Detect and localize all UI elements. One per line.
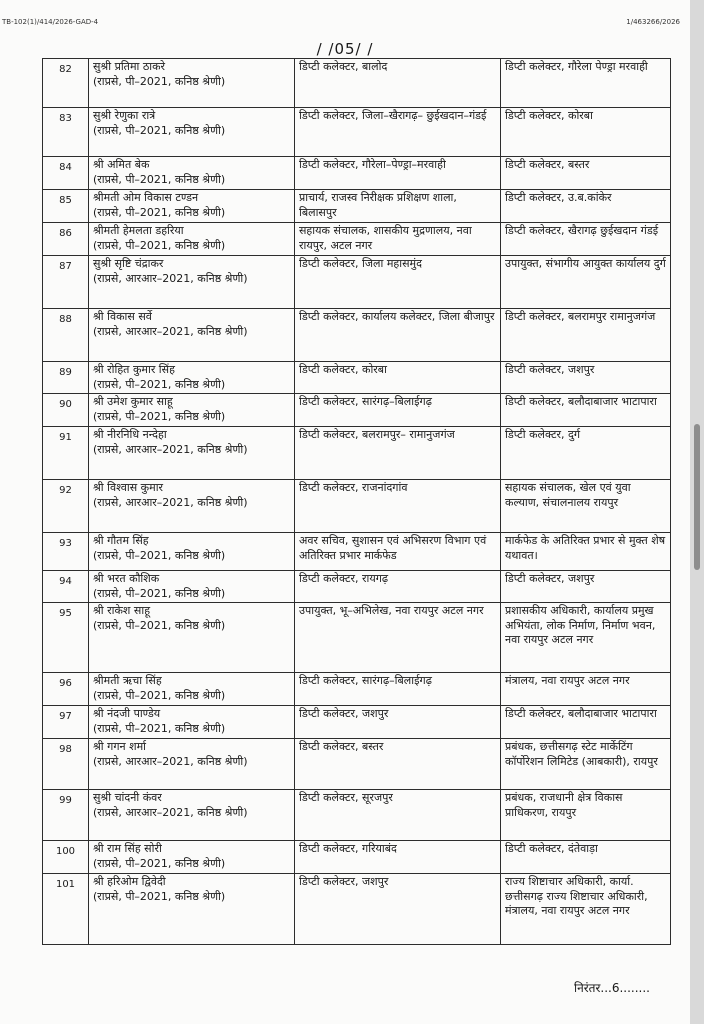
new-posting: डिप्टी कलेक्टर, बलौदाबाजार भाटापारा — [501, 394, 671, 427]
officer-name: श्री उमेश कुमार साहू — [93, 395, 173, 408]
officer-cell — [89, 157, 295, 190]
new-posting: डिप्टी कलेक्टर, बस्तर — [501, 157, 671, 190]
new-posting: डिप्टी कलेक्टर, खैरागढ़ छुईखदान गंडई — [501, 223, 671, 256]
officer-cell — [89, 309, 295, 362]
officer-name: श्री रोहित कुमार सिंह — [93, 363, 175, 376]
officer-name: श्री गौतम सिंह — [93, 534, 149, 547]
officer-cell — [89, 603, 295, 673]
table-row — [43, 480, 671, 533]
officer-cell — [89, 427, 295, 480]
officer-service: (राप्रसे, पी–2021, कनिष्ठ श्रेणी) — [93, 889, 226, 903]
transfer-table — [42, 58, 671, 945]
continued-note: निरंतर...6........ — [573, 981, 650, 995]
officer-name: श्री गगन शर्मा — [93, 740, 147, 753]
new-posting: प्रशासकीय अधिकारी, कार्यालय प्रमुख अभियंता, लोक निर्माण, निर्माण भवन, नवा रायपुर अटल नगर — [501, 603, 671, 673]
officer-cell — [89, 571, 295, 603]
new-posting: डिप्टी कलेक्टर, जशपुर — [501, 362, 671, 394]
officer-service: (राप्रसे, पी–2021, कनिष्ठ श्रेणी) — [93, 123, 226, 137]
officer-name: सुश्री सृष्टि चंद्राकर — [93, 257, 164, 270]
officer-cell — [89, 673, 295, 706]
new-posting: मंत्रालय, नवा रायपुर अटल नगर — [501, 673, 671, 706]
current-posting: डिप्टी कलेक्टर, बलरामपुर– रामानुजगंज — [295, 427, 501, 480]
current-posting: प्राचार्य, राजस्व निरीक्षक प्रशिक्षण शाला, बिलासपुर — [295, 190, 501, 223]
officer-name: श्री अमित बेक — [93, 158, 150, 171]
table-row — [43, 256, 671, 309]
document-number: 1/463266/2026 — [626, 18, 680, 26]
current-posting: डिप्टी कलेक्टर, रायगढ़ — [295, 571, 501, 603]
table-row — [43, 790, 671, 841]
current-posting: डिप्टी कलेक्टर, सारंगढ़–बिलाईगढ़ — [295, 394, 501, 427]
new-posting: डिप्टी कलेक्टर, कोरबा — [501, 108, 671, 157]
table-row — [43, 571, 671, 603]
serial-number: 88 — [43, 309, 89, 362]
current-posting: डिप्टी कलेक्टर, जशपुर — [295, 706, 501, 739]
serial-number: 97 — [43, 706, 89, 739]
officer-service: (राप्रसे, पी–2021, कनिष्ठ श्रेणी) — [93, 856, 226, 870]
current-posting: डिप्टी कलेक्टर, बस्तर — [295, 739, 501, 790]
current-posting: सहायक संचालक, शासकीय मुद्रणालय, नवा रायपुर, अटल नगर — [295, 223, 501, 256]
table-row — [43, 309, 671, 362]
file-reference: TB-102(1)/414/2026-GAD-4 — [2, 18, 99, 26]
officer-name: सुश्री प्रतिमा ठाकरे — [93, 60, 166, 73]
table-row — [43, 874, 671, 945]
officer-name: श्रीमती ओम विकास टण्डन — [93, 191, 199, 204]
officer-service: (राप्रसे, आरआर–2021, कनिष्ठ श्रेणी) — [93, 495, 248, 509]
officer-cell — [89, 706, 295, 739]
serial-number: 100 — [43, 841, 89, 874]
officer-service: (राप्रसे, पी–2021, कनिष्ठ श्रेणी) — [93, 618, 226, 632]
officer-cell — [89, 362, 295, 394]
officer-name: श्री नीरनिधि नन्देहा — [93, 428, 167, 441]
new-posting: राज्य शिष्टाचार अधिकारी, कार्या. छत्तीसगढ़ राज्य शिष्टाचार अधिकारी, मंत्रालय, नवा रायपुर अटल नगर — [501, 874, 671, 945]
serial-number: 101 — [43, 874, 89, 945]
serial-number: 92 — [43, 480, 89, 533]
officer-service: (राप्रसे, पी–2021, कनिष्ठ श्रेणी) — [93, 205, 226, 219]
new-posting: प्रबंधक, छत्तीसगढ़ स्टेट मार्केटिंग कॉर्पोरेशन लिमिटेड (आबकारी), रायपुर — [501, 739, 671, 790]
officer-cell — [89, 790, 295, 841]
scrollbar-thumb[interactable] — [694, 424, 700, 570]
serial-number: 83 — [43, 108, 89, 157]
officer-cell — [89, 480, 295, 533]
officer-name: श्री नंदजी पाण्डेय — [93, 707, 161, 720]
officer-name: सुश्री रेणुका रात्रे — [93, 109, 156, 122]
officer-cell — [89, 841, 295, 874]
officer-cell — [89, 394, 295, 427]
table-row — [43, 739, 671, 790]
new-posting: मार्कफेड के अतिरिक्त प्रभार से मुक्त शेष यथावत। — [501, 533, 671, 571]
officer-cell — [89, 256, 295, 309]
officer-service: (राप्रसे, आरआर–2021, कनिष्ठ श्रेणी) — [93, 805, 248, 819]
table-row — [43, 190, 671, 223]
table-row — [43, 706, 671, 739]
current-posting: डिप्टी कलेक्टर, कोरबा — [295, 362, 501, 394]
officer-service: (राप्रसे, पी–2021, कनिष्ठ श्रेणी) — [93, 74, 226, 88]
table-row — [43, 157, 671, 190]
officer-name: सुश्री चांदनी कंवर — [93, 791, 162, 804]
serial-number: 87 — [43, 256, 89, 309]
new-posting: डिप्टी कलेक्टर, उ.ब.कांकेर — [501, 190, 671, 223]
table-row — [43, 533, 671, 571]
serial-number: 95 — [43, 603, 89, 673]
serial-number: 93 — [43, 533, 89, 571]
new-posting: डिप्टी कलेक्टर, जशपुर — [501, 571, 671, 603]
officer-name: श्री राकेश साहू — [93, 604, 151, 617]
serial-number: 98 — [43, 739, 89, 790]
officer-name: श्री विश्वास कुमार — [93, 481, 164, 494]
officer-cell — [89, 739, 295, 790]
officer-name: श्री राम सिंह सोरी — [93, 842, 162, 855]
new-posting: उपायुक्त, संभागीय आयुक्त कार्यालय दुर्ग — [501, 256, 671, 309]
officer-cell — [89, 533, 295, 571]
current-posting: डिप्टी कलेक्टर, जिला महासमुंद — [295, 256, 501, 309]
officer-name: श्री हरिओम द्विवेदी — [93, 875, 166, 888]
table-row — [43, 841, 671, 874]
current-posting: डिप्टी कलेक्टर, गौरेला–पेण्ड्रा–मरवाही — [295, 157, 501, 190]
scrollbar-track[interactable] — [690, 0, 704, 1024]
officer-cell — [89, 59, 295, 108]
serial-number: 82 — [43, 59, 89, 108]
officer-service: (राप्रसे, पी–2021, कनिष्ठ श्रेणी) — [93, 172, 226, 186]
serial-number: 90 — [43, 394, 89, 427]
serial-number: 85 — [43, 190, 89, 223]
officer-cell — [89, 190, 295, 223]
page-number: / /05/ / — [316, 40, 374, 58]
officer-service: (राप्रसे, आरआर–2021, कनिष्ठ श्रेणी) — [93, 442, 248, 456]
new-posting: डिप्टी कलेक्टर, बलरामपुर रामानुजगंज — [501, 309, 671, 362]
officer-name: श्री विकास सर्वे — [93, 310, 152, 323]
table-row — [43, 603, 671, 673]
current-posting: डिप्टी कलेक्टर, सूरजपुर — [295, 790, 501, 841]
current-posting: डिप्टी कलेक्टर, जशपुर — [295, 874, 501, 945]
serial-number: 86 — [43, 223, 89, 256]
officer-service: (राप्रसे, आरआर–2021, कनिष्ठ श्रेणी) — [93, 754, 248, 768]
table-row — [43, 59, 671, 108]
current-posting: उपायुक्त, भू–अभिलेख, नवा रायपुर अटल नगर — [295, 603, 501, 673]
current-posting: अवर सचिव, सुशासन एवं अभिसरण विभाग एवं अतिरिक्त प्रभार मार्कफेड — [295, 533, 501, 571]
table-row — [43, 394, 671, 427]
new-posting: प्रबंधक, राजधानी क्षेत्र विकास प्राधिकरण, रायपुर — [501, 790, 671, 841]
table-row — [43, 673, 671, 706]
officer-cell — [89, 108, 295, 157]
new-posting: सहायक संचालक, खेल एवं युवा कल्याण, संचालनालय रायपुर — [501, 480, 671, 533]
serial-number: 94 — [43, 571, 89, 603]
new-posting: डिप्टी कलेक्टर, बलौदाबाजार भाटापारा — [501, 706, 671, 739]
serial-number: 96 — [43, 673, 89, 706]
serial-number: 89 — [43, 362, 89, 394]
table-row — [43, 427, 671, 480]
current-posting: डिप्टी कलेक्टर, जिला–खैरागढ़– छुईखदान–गंडई — [295, 108, 501, 157]
officer-cell — [89, 874, 295, 945]
new-posting: डिप्टी कलेक्टर, दंतेवाड़ा — [501, 841, 671, 874]
officer-name: श्रीमती हेमलता डहरिया — [93, 224, 184, 237]
current-posting: डिप्टी कलेक्टर, कार्यालय कलेक्टर, जिला बीजापुर — [295, 309, 501, 362]
officer-service: (राप्रसे, पी–2021, कनिष्ठ श्रेणी) — [93, 409, 226, 423]
officer-service: (राप्रसे, आरआर–2021, कनिष्ठ श्रेणी) — [93, 271, 248, 285]
current-posting: डिप्टी कलेक्टर, राजनांदगांव — [295, 480, 501, 533]
current-posting: डिप्टी कलेक्टर, गरियाबंद — [295, 841, 501, 874]
officer-service: (राप्रसे, आरआर–2021, कनिष्ठ श्रेणी) — [93, 324, 248, 338]
officer-name: श्री भरत कौशिक — [93, 572, 160, 585]
current-posting: डिप्टी कलेक्टर, सारंगढ़–बिलाईगढ़ — [295, 673, 501, 706]
officer-service: (राप्रसे, पी–2021, कनिष्ठ श्रेणी) — [93, 377, 226, 391]
officer-service: (राप्रसे, पी–2021, कनिष्ठ श्रेणी) — [93, 238, 226, 252]
officer-service: (राप्रसे, पी–2021, कनिष्ठ श्रेणी) — [93, 586, 226, 600]
new-posting: डिप्टी कलेक्टर, गौरेला पेण्ड्रा मरवाही — [501, 59, 671, 108]
table-body — [43, 59, 671, 945]
serial-number: 84 — [43, 157, 89, 190]
officer-service: (राप्रसे, पी–2021, कनिष्ठ श्रेणी) — [93, 548, 226, 562]
new-posting: डिप्टी कलेक्टर, दुर्ग — [501, 427, 671, 480]
officer-cell — [89, 223, 295, 256]
table-row — [43, 108, 671, 157]
serial-number: 99 — [43, 790, 89, 841]
current-posting: डिप्टी कलेक्टर, बालोद — [295, 59, 501, 108]
table-row — [43, 362, 671, 394]
table-row — [43, 223, 671, 256]
officer-service: (राप्रसे, पी–2021, कनिष्ठ श्रेणी) — [93, 688, 226, 702]
officer-service: (राप्रसे, पी–2021, कनिष्ठ श्रेणी) — [93, 721, 226, 735]
officer-name: श्रीमती ऋचा सिंह — [93, 674, 162, 687]
serial-number: 91 — [43, 427, 89, 480]
